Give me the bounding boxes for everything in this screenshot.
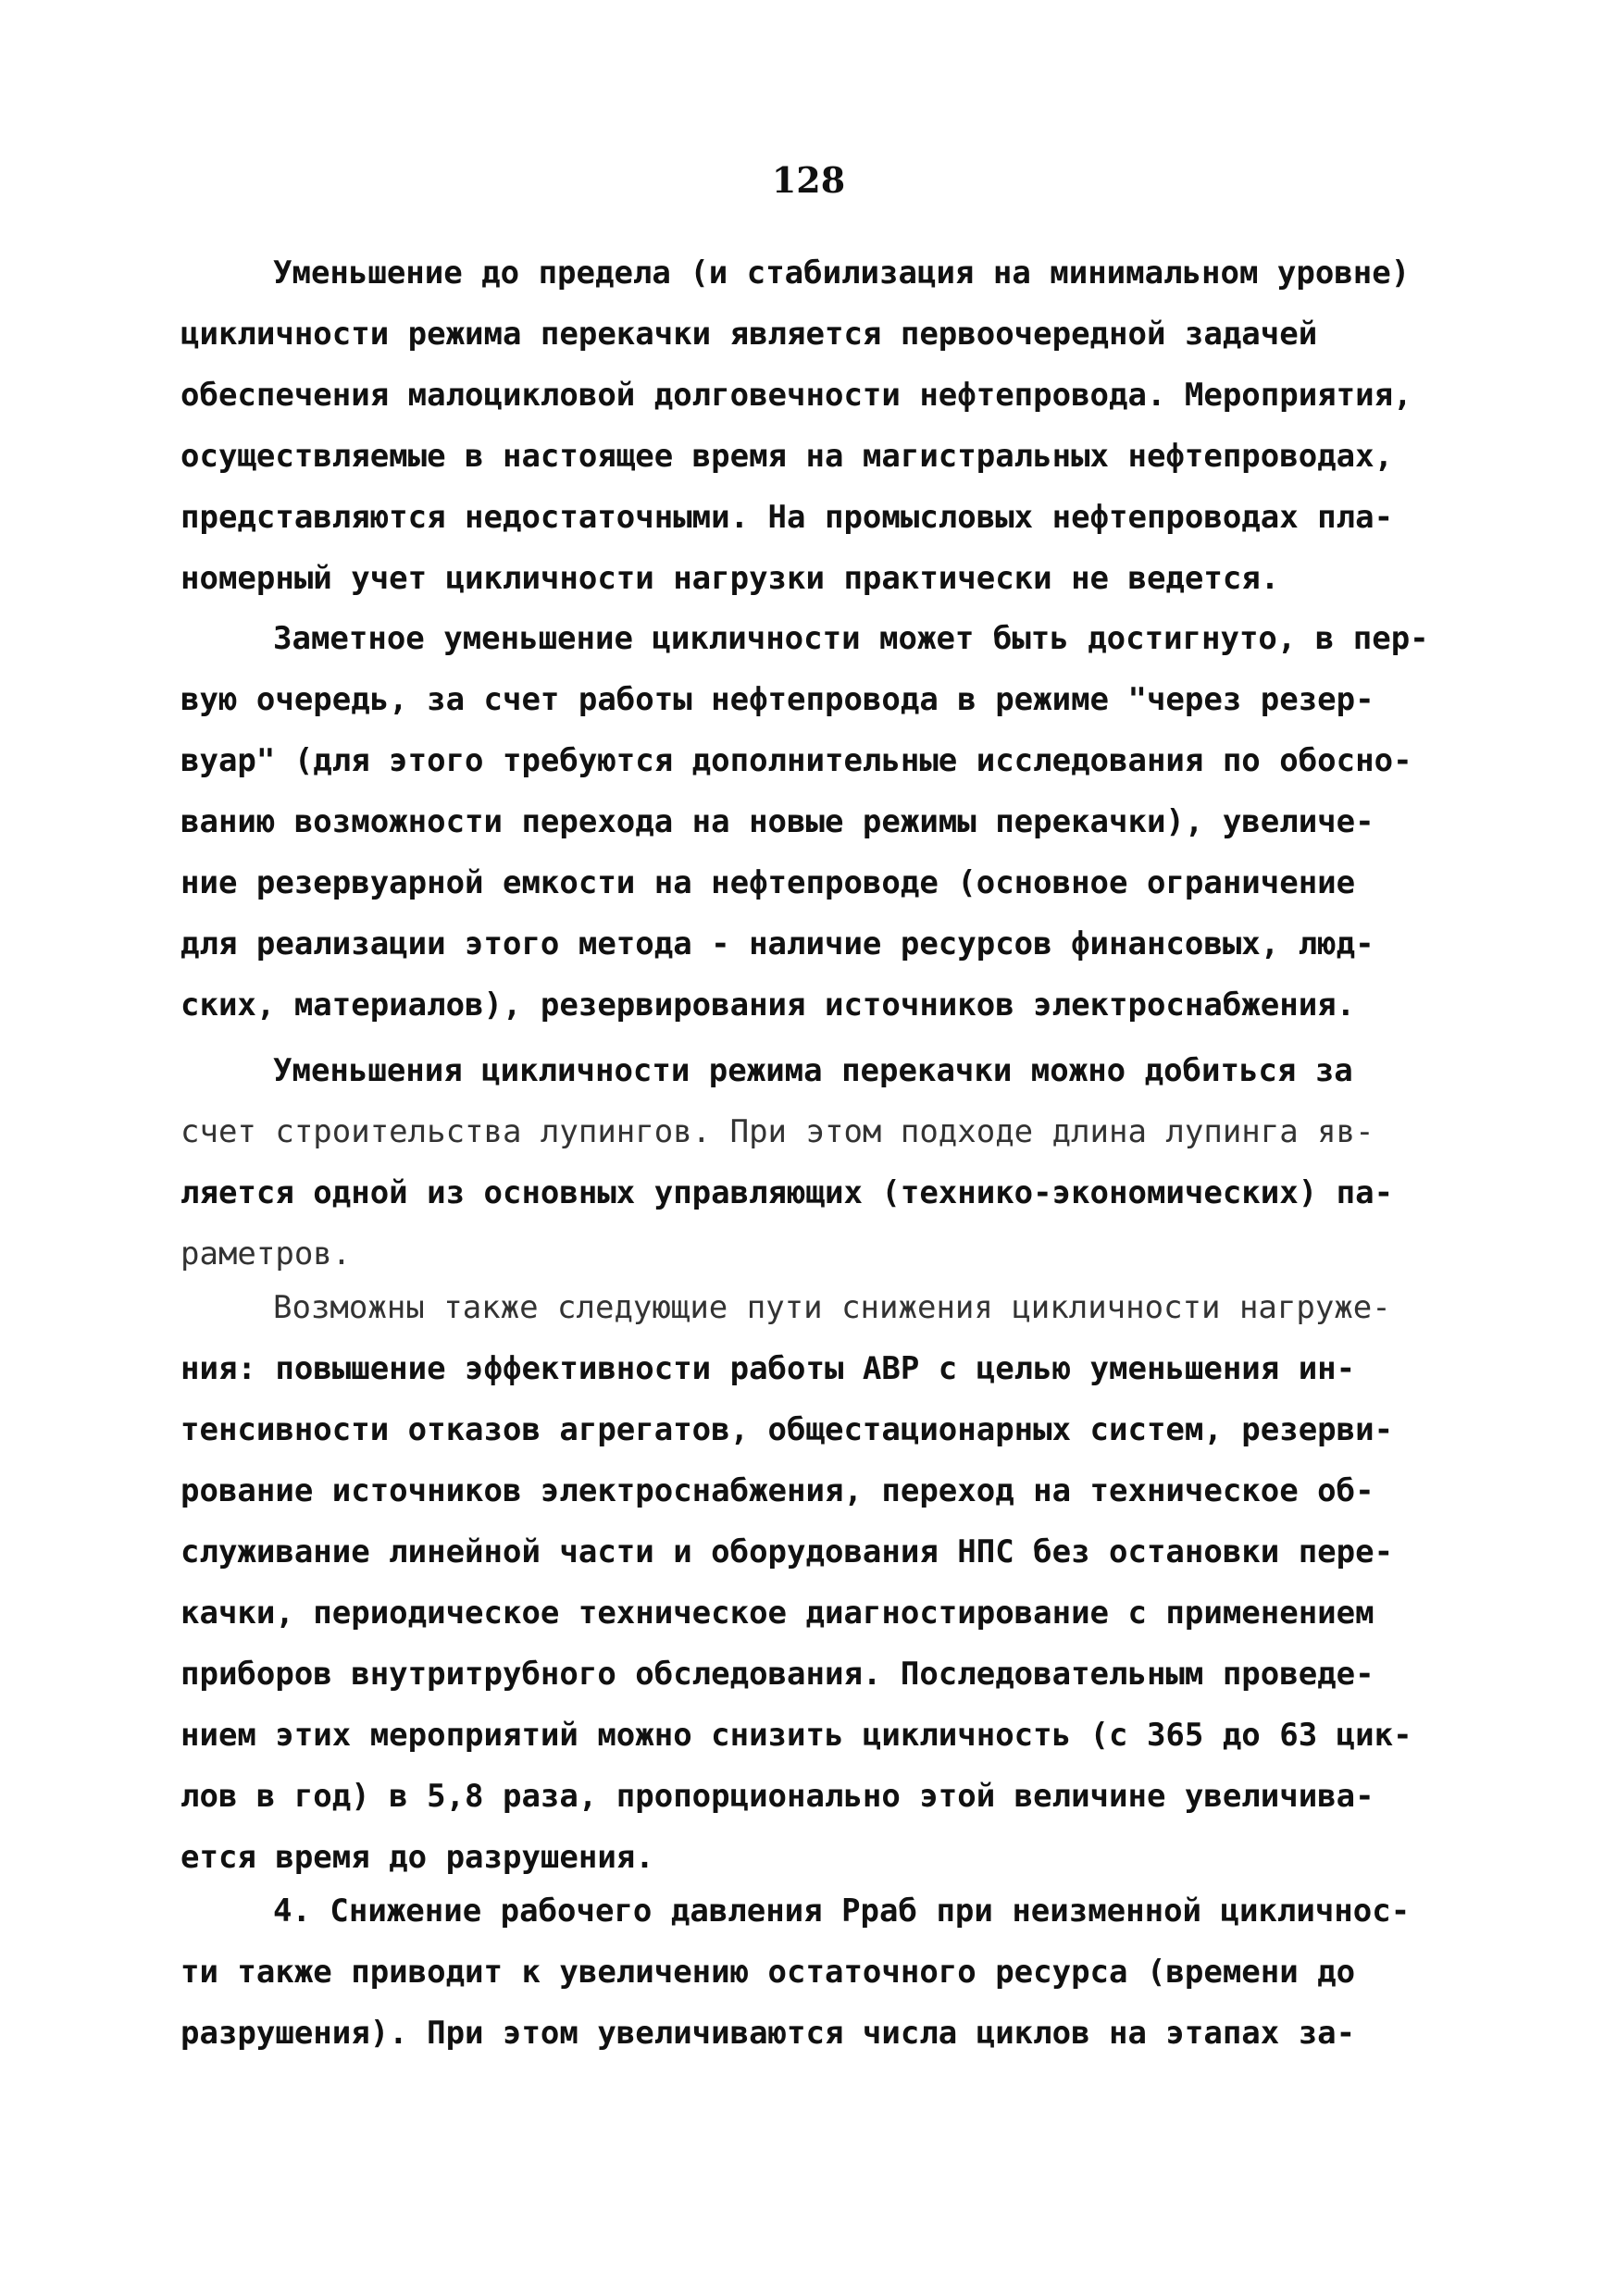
text-line: осуществляемые в настоящее время на магистральных нефтепроводах, <box>180 438 1394 475</box>
text-line: нием этих мероприятий можно снизить цикличность (с 365 до 63 цик- <box>180 1717 1412 1754</box>
text-line: разрушения). При этом увеличиваются числа циклов на этапах за- <box>180 2015 1356 2052</box>
page-number: 128 <box>771 159 846 201</box>
text-line: для реализации этого метода - наличие ресурсов финансовых, люд- <box>180 925 1374 962</box>
text-line: ние резервуарной емкости на нефтепроводе (основное ограничение <box>180 864 1356 901</box>
text-line: ских, материалов), резервирования источников электроснабжения. <box>180 987 1356 1024</box>
text-line: ти также приводит к увеличению остаточного ресурса (времени до <box>180 1954 1356 1991</box>
text-line: раметров. <box>180 1235 352 1272</box>
paragraph-1 <box>180 242 1439 609</box>
text-line: лов в год) в 5,8 раза, пропорционально этой величине увеличива- <box>180 1778 1374 1815</box>
paragraph-2 <box>180 608 1439 1036</box>
text-line: ния: повышение эффективности работы АВР с целью уменьшения ин- <box>180 1350 1356 1387</box>
text-line: представляются недостаточными. На промысловых нефтепроводах пла- <box>180 499 1394 536</box>
text-line: вую очередь, за счет работы нефтепровода в режиме "через резер- <box>180 681 1374 718</box>
text-line: служивание линейной части и оборудования НПС без остановки пере- <box>180 1533 1394 1570</box>
paragraph-5 <box>180 1880 1439 2064</box>
text-line: Уменьшение до предела (и стабилизация на минимальном уровне) <box>273 254 1411 292</box>
text-line: качки, периодическое техническое диагностирование с применением <box>180 1595 1374 1632</box>
text-line: Уменьшения цикличности режима перекачки можно добиться за <box>273 1052 1353 1089</box>
text-line: Возможны также следующие пути снижения цикличности нагруже- <box>273 1289 1391 1326</box>
text-line: рование источников электроснабжения, переход на техническое об- <box>180 1472 1374 1509</box>
paragraph-4 <box>180 1277 1439 1888</box>
text-line: Заметное уменьшение цикличности может быть достигнуто, в пер- <box>273 620 1429 657</box>
text-line: ется время до разрушения. <box>180 1839 654 1876</box>
text-line: тенсивности отказов агрегатов, общестационарных систем, резерви- <box>180 1411 1394 1448</box>
text-line: ляется одной из основных управляющих (технико-экономических) па- <box>180 1174 1394 1211</box>
paragraph-3 <box>180 1040 1439 1285</box>
text-line: обеспечения малоцикловой долговечности нефтепровода. Мероприятия, <box>180 377 1412 414</box>
text-line: цикличности режима перекачки является первоочередной задачей <box>180 316 1318 353</box>
text-line: ванию возможности перехода на новые режимы перекачки), увеличе- <box>180 803 1374 840</box>
text-line: вуар" (для этого требуются дополнительные исследования по обосно- <box>180 742 1412 779</box>
text-line: номерный учет цикличности нагрузки практически не ведется. <box>180 560 1280 597</box>
text-line: 4. Снижение рабочего давления Pраб при неизменной цикличнос- <box>273 1893 1411 1930</box>
text-line: счет строительства лупингов. При этом подходе длина лупинга яв- <box>180 1113 1374 1150</box>
text-line: приборов внутритрубного обследования. Последовательным проведе- <box>180 1656 1374 1693</box>
